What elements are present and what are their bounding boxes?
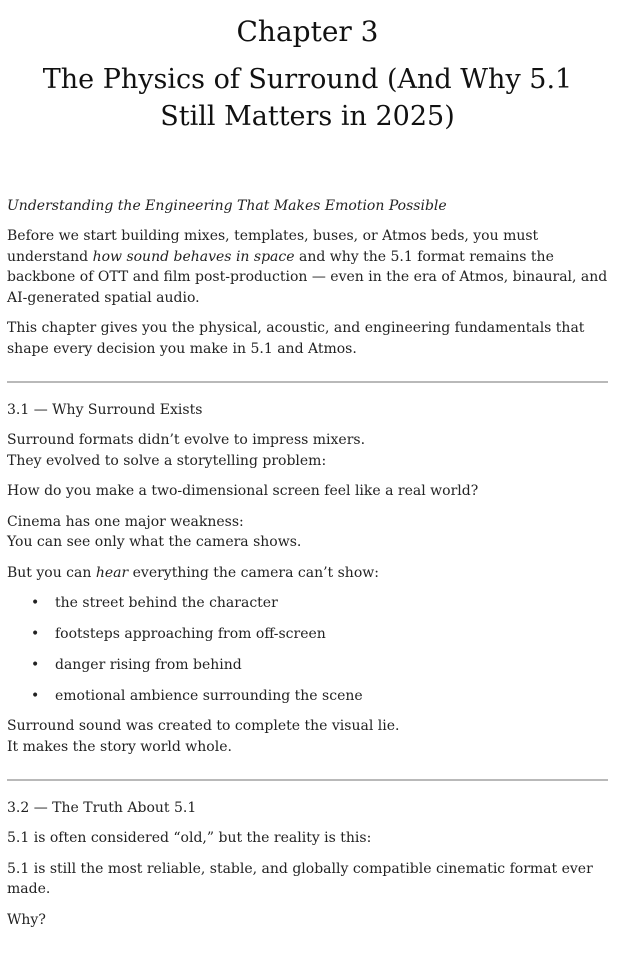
intro-p1-emphasis: how sound behaves in space <box>92 248 295 265</box>
list-item-text: danger rising from behind <box>55 657 242 673</box>
section-divider-1 <box>7 381 608 383</box>
intro-paragraph-1 <box>7 226 608 308</box>
section1-p4-emphasis: hear <box>95 564 129 581</box>
offscreen-sounds-list <box>7 593 608 706</box>
section1-p5-line2: It makes the story world whole. <box>7 738 232 755</box>
section1-p1-line2: They evolved to solve a storytelling problem: <box>7 452 327 469</box>
section-divider-2 <box>7 779 608 781</box>
bullet-icon: • <box>31 657 40 673</box>
chapter-subtitle: Understanding the Engineering That Makes Emotion Possible <box>7 198 447 214</box>
list-item <box>31 624 608 644</box>
section1-p4-text-b: everything the camera can’t show: <box>128 564 379 581</box>
section-heading-3-1: 3.1 — Why Surround Exists <box>7 402 203 418</box>
intro-paragraph-2: This chapter gives you the physical, acoustic, and engineering fundamentals that shape every decision you make in 5.1 and Atmos. <box>7 320 585 357</box>
section1-p5-line1: Surround sound was created to complete the visual lie. <box>7 718 400 734</box>
section2-paragraph-3: Why? <box>7 911 46 928</box>
chapter-label: Chapter 3 <box>236 15 379 48</box>
list-item <box>31 593 608 613</box>
intro-p1-text-a: Before we start building mixes, templates, buses, or Atmos beds, you must understand <box>7 228 539 265</box>
section1-p3-line2: You can see only what the camera shows. <box>7 534 302 550</box>
section1-paragraph-2: How do you make a two-dimensional screen feel like a real world? <box>7 483 479 499</box>
bullet-icon: • <box>31 626 40 642</box>
section1-paragraph-4 <box>7 563 608 584</box>
list-item-text: the street behind the character <box>55 595 278 611</box>
section-heading-3-2: 3.2 — The Truth About 5.1 <box>7 800 197 816</box>
bullet-icon: • <box>31 595 40 611</box>
chapter-title: The Physics of Surround (And Why 5.1 Still Matters in 2025) <box>42 64 573 132</box>
list-item-text: footsteps approaching from off-screen <box>55 626 326 642</box>
section2-paragraph-1: 5.1 is often considered “old,” but the reality is this: <box>7 830 372 846</box>
section1-paragraph-5 <box>7 716 608 757</box>
bullet-icon: • <box>31 688 40 704</box>
section1-p1-line1: Surround formats didn’t evolve to impress mixers. <box>7 432 366 448</box>
section1-p4-text-a: But you can <box>7 564 96 581</box>
list-item <box>31 686 608 706</box>
list-item-text: emotional ambience surrounding the scene <box>55 688 363 704</box>
list-item <box>31 655 608 675</box>
section1-paragraph-3 <box>7 512 608 553</box>
section1-paragraph-1 <box>7 430 608 471</box>
section1-p3-line1: Cinema has one major weakness: <box>7 513 244 530</box>
intro-p1-text-b: and why the 5.1 format remains the backbone of OTT and film post-production — even in the era of Atmos, binaural, and AI-generated spatial audio. <box>7 248 608 306</box>
section2-paragraph-2: 5.1 is still the most reliable, stable, and globally compatible cinematic format ever made. <box>7 860 593 897</box>
